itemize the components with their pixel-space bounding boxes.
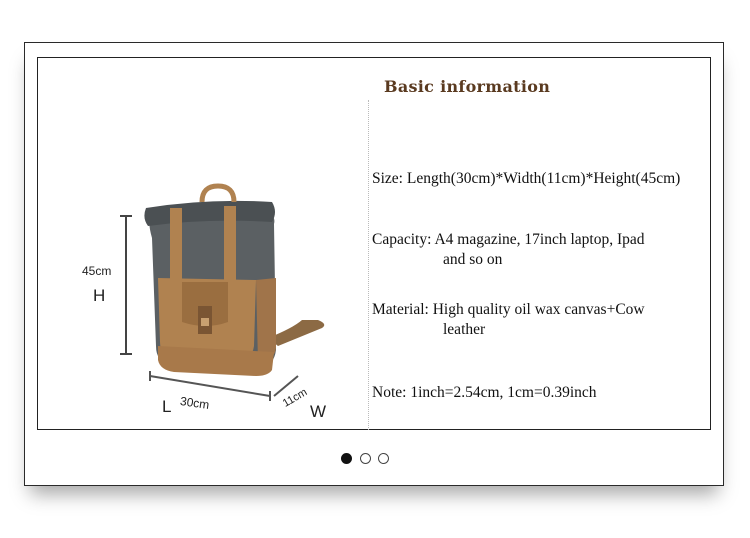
spec-note <box>372 383 597 403</box>
spec-value: A4 magazine, 17inch laptop, Ipad <box>434 231 645 248</box>
length-value-label: 30cm <box>179 394 211 412</box>
width-letter-label: W <box>310 402 327 421</box>
spec-label: Note: <box>372 384 407 401</box>
backpack-image <box>78 178 338 468</box>
spec-size <box>372 169 680 189</box>
width-value-label: 11cm <box>280 386 310 410</box>
spec-value: Length(30cm)*Width(11cm)*Height(45cm) <box>406 170 681 187</box>
carousel-dot-2[interactable] <box>360 453 371 464</box>
column-divider <box>368 100 369 430</box>
spec-label: Capacity: <box>372 231 432 248</box>
spec-value-continued: leather <box>443 321 486 338</box>
length-letter-label: L <box>162 397 172 416</box>
carousel-indicator <box>341 453 411 467</box>
carousel-dot-1[interactable] <box>341 453 352 464</box>
spec-value: High quality oil wax canvas+Cow <box>432 301 645 318</box>
product-info-card <box>24 42 724 486</box>
spec-label: Material: <box>372 301 429 318</box>
spec-label: Size: <box>372 170 403 187</box>
spec-value: 1inch=2.54cm, 1cm=0.39inch <box>410 384 597 401</box>
spec-capacity <box>372 230 644 270</box>
carousel-dot-3[interactable] <box>378 453 389 464</box>
height-letter-label: H <box>93 286 106 305</box>
section-heading: Basic information <box>384 77 551 96</box>
height-value-label: 45cm <box>82 264 112 278</box>
spec-value-continued: and so on <box>443 251 503 268</box>
info-frame <box>37 57 711 430</box>
spec-material <box>372 300 645 340</box>
